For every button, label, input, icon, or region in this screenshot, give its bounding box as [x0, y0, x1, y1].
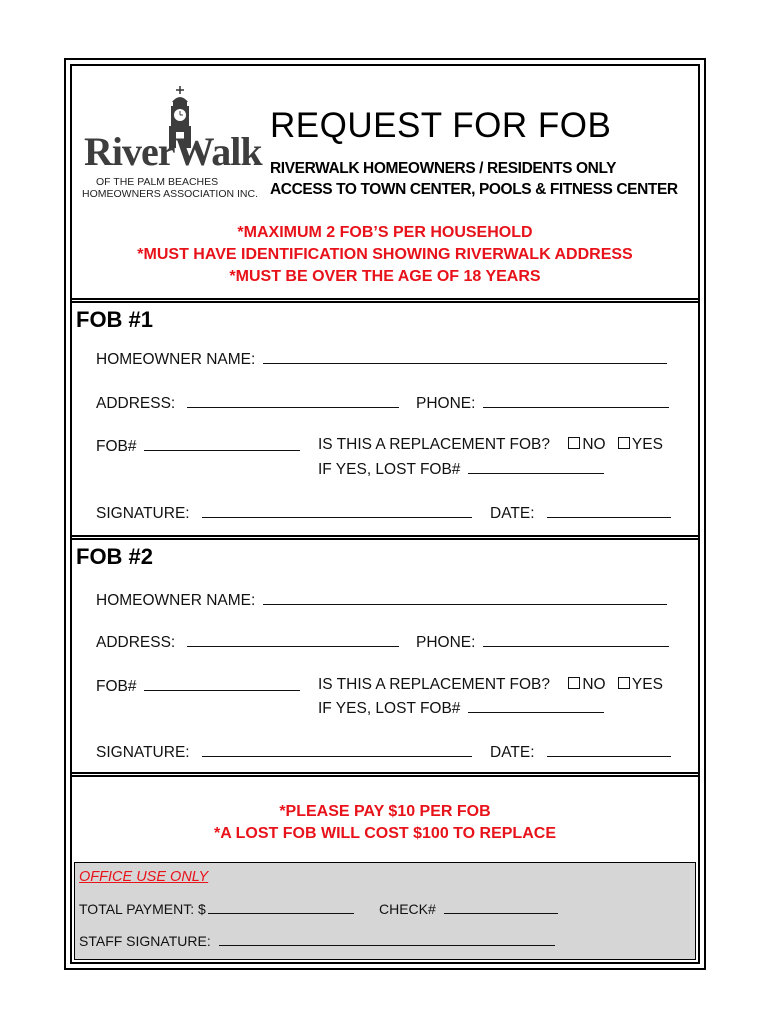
fob1-section — [72, 303, 698, 535]
fob1-address-row — [96, 393, 399, 413]
form-inner-border — [70, 64, 700, 964]
fob1-no-label: NO — [582, 436, 606, 453]
fob1-yes-label: YES — [631, 436, 663, 453]
fob1-replacement-row — [318, 436, 663, 454]
fob2-fob-label: FOB# — [96, 678, 137, 695]
fob2-yes-label: YES — [631, 676, 663, 693]
fob1-phone-row — [416, 393, 669, 413]
office-check-field[interactable] — [444, 899, 558, 914]
fob1-fob-row — [96, 436, 300, 456]
fob1-fob-label: FOB# — [96, 438, 137, 455]
fob2-homeowner-label: HOMEOWNER NAME: — [96, 592, 256, 609]
payment-notes — [72, 801, 698, 845]
office-staff-row — [79, 931, 555, 949]
fob2-phone-label: PHONE: — [416, 634, 476, 651]
fob2-yes-checkbox[interactable] — [618, 677, 630, 689]
subtitle-access: ACCESS TO TOWN CENTER, POOLS & FITNESS CENTER — [270, 181, 678, 198]
fob1-phone-field[interactable] — [483, 393, 669, 408]
fob1-title: FOB #1 — [76, 307, 154, 332]
rule-age: *MUST BE OVER THE AGE OF 18 YEARS — [229, 268, 541, 285]
office-staff-label: STAFF SIGNATURE: — [79, 933, 211, 949]
header-section — [72, 66, 698, 298]
logo-subtitle-1: OF THE PALM BEACHES — [96, 176, 219, 188]
fob2-fob-field[interactable] — [144, 676, 300, 691]
fob2-signature-row — [96, 742, 472, 762]
fob2-phone-row — [416, 632, 669, 652]
fob2-no-checkbox[interactable] — [568, 677, 580, 689]
fob2-replacement-row — [318, 676, 663, 694]
rule-max-fobs: *MAXIMUM 2 FOB’S PER HOUSEHOLD — [237, 224, 533, 241]
fob2-signature-label: SIGNATURE: — [96, 744, 190, 761]
fob1-address-label: ADDRESS: — [96, 395, 176, 412]
fob2-address-row — [96, 632, 399, 652]
fob1-fob-field[interactable] — [144, 436, 300, 451]
fob2-lost-row — [318, 698, 604, 718]
fob2-address-label: ADDRESS: — [96, 634, 176, 651]
fob2-replacement-question: IS THIS A REPLACEMENT FOB? — [318, 676, 551, 693]
office-use-box — [74, 862, 696, 960]
fob1-date-label: DATE: — [490, 505, 535, 522]
office-total-label: TOTAL PAYMENT: $ — [79, 901, 206, 917]
fob1-homeowner-field[interactable] — [263, 349, 667, 364]
fob2-phone-field[interactable] — [483, 632, 669, 647]
fob1-lost-row — [318, 459, 604, 479]
payment-section — [72, 777, 698, 962]
fob1-lost-label: IF YES, LOST FOB# — [318, 461, 461, 478]
fob1-homeowner-row — [96, 349, 667, 369]
fob2-lost-label: IF YES, LOST FOB# — [318, 700, 461, 717]
form-outer-border — [64, 58, 706, 970]
fob2-address-field[interactable] — [187, 632, 399, 647]
fob2-homeowner-row — [96, 590, 667, 610]
office-total-field[interactable] — [208, 899, 354, 914]
riverwalk-logo — [82, 86, 272, 200]
fob2-homeowner-field[interactable] — [263, 590, 667, 605]
fob1-no-checkbox[interactable] — [568, 437, 580, 449]
logo-subtitle-2: HOMEOWNERS ASSOCIATION INC. — [82, 188, 258, 200]
office-use-title: OFFICE USE ONLY — [79, 869, 209, 885]
fob1-phone-label: PHONE: — [416, 395, 476, 412]
subtitle-eligibility: RIVERWALK HOMEOWNERS / RESIDENTS ONLY — [270, 160, 617, 177]
rule-identification: *MUST HAVE IDENTIFICATION SHOWING RIVERWALK ADDRESS — [137, 246, 633, 263]
logo-wordmark: RiverWalk — [84, 129, 262, 174]
fob2-lost-field[interactable] — [468, 698, 604, 713]
fob1-date-row — [490, 503, 671, 523]
fob2-date-label: DATE: — [490, 744, 535, 761]
fob1-signature-row — [96, 503, 472, 523]
fob2-title: FOB #2 — [76, 544, 154, 569]
fob2-signature-field[interactable] — [202, 742, 472, 757]
fob2-fob-row — [96, 676, 300, 696]
fob1-signature-field[interactable] — [202, 503, 472, 518]
fob2-section — [72, 540, 698, 772]
payment-fee-note: *PLEASE PAY $10 PER FOB — [279, 803, 491, 820]
fob1-lost-field[interactable] — [468, 459, 604, 474]
fob2-date-field[interactable] — [547, 742, 671, 757]
fob2-date-row — [490, 742, 671, 762]
office-total-row — [79, 899, 354, 917]
rules-list — [72, 222, 698, 288]
office-check-row — [379, 899, 558, 917]
office-staff-field[interactable] — [219, 931, 555, 946]
fob1-address-field[interactable] — [187, 393, 399, 408]
page-title: REQUEST FOR FOB — [270, 106, 612, 145]
fob1-replacement-question: IS THIS A REPLACEMENT FOB? — [318, 436, 551, 453]
office-check-label: CHECK# — [379, 901, 436, 917]
fob1-signature-label: SIGNATURE: — [96, 505, 190, 522]
fob1-homeowner-label: HOMEOWNER NAME: — [96, 351, 256, 368]
payment-lost-note: *A LOST FOB WILL COST $100 TO REPLACE — [214, 825, 556, 842]
fob2-no-label: NO — [582, 676, 606, 693]
fob1-yes-checkbox[interactable] — [618, 437, 630, 449]
fob1-date-field[interactable] — [547, 503, 671, 518]
